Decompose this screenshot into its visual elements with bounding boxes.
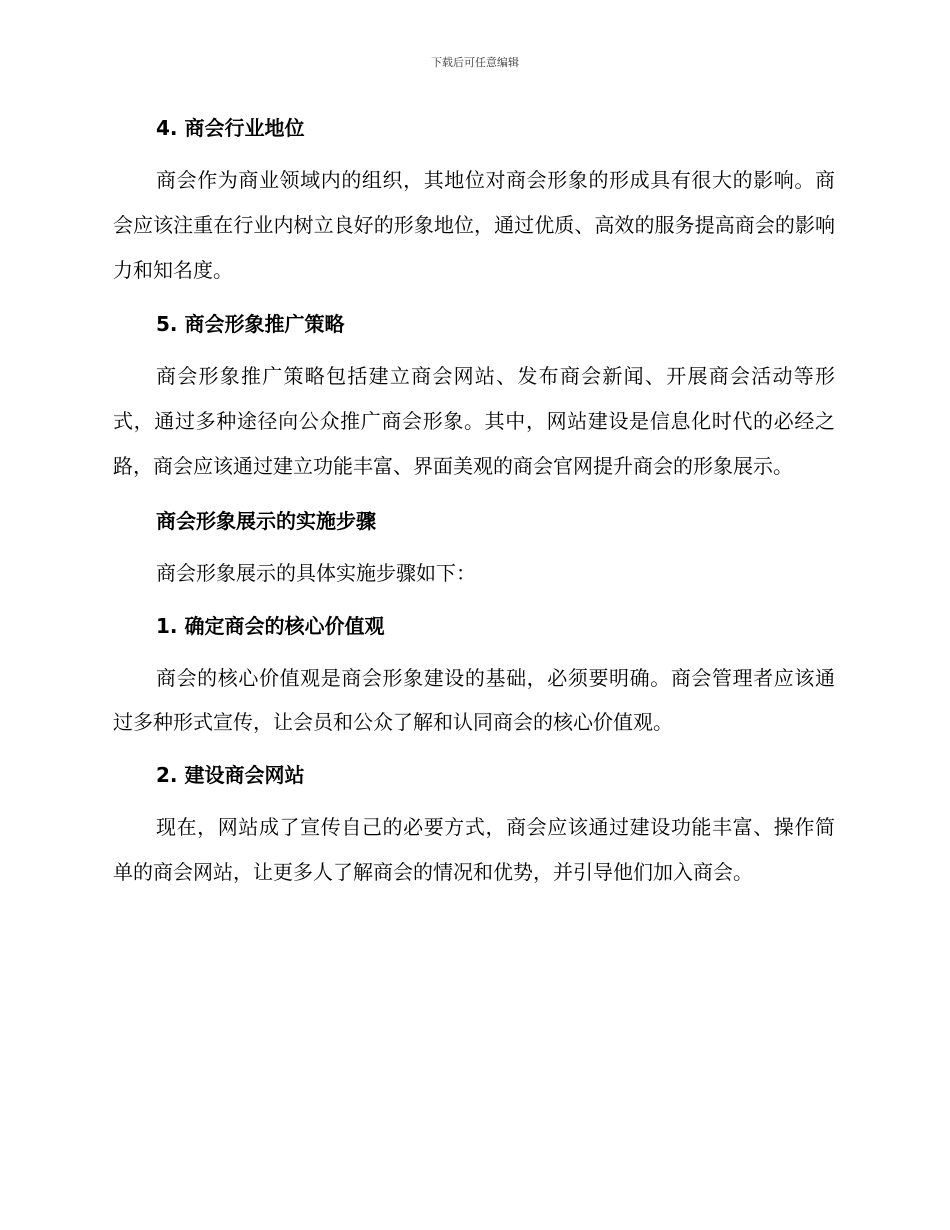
section-heading-industry-status: 4. 商会行业地位 [156,116,305,140]
section-paragraph-implementation-steps: 商会形象展示的具体实施步骤如下： [156,560,476,585]
section-paragraph-core-values: 商会的核心价值观是商会形象建设的基础，必须要明确。商会管理者应该通过多种形式宣传，让会员和公众了解和认同商会的核心价值观。 [113,665,835,735]
section-paragraph-build-website: 现在，网站成了宣传自己的必要方式，商会应该通过建设功能丰富、操作简单的商会网站，让更多人了解商会的情况和优势，并引导他们加入商会。 [113,815,835,884]
section-heading-promotion-strategy: 5. 商会形象推广策略 [156,312,345,337]
page-header: 下载后可任意编辑 [431,56,519,69]
section-heading-core-values: 1. 确定商会的核心价值观 [156,613,385,638]
section-heading-build-website: 2. 建设商会网站 [156,763,305,788]
section-paragraph-industry-status: 商会作为商业领域内的组织，其地位对商会形象的形成具有很大的影响。商会应该注重在行业内树立良好的形象地位，通过优质、高效的服务提高商会的影响力和知名度。 [113,168,835,282]
section-heading-implementation-steps: 商会形象展示的实施步骤 [156,508,376,533]
section-paragraph-promotion-strategy: 商会形象推广策略包括建立商会网站、发布商会新闻、开展商会活动等形式，通过多种途径向公众推广商会形象。其中，网站建设是信息化时代的必经之路，商会应该通过建立功能丰富、界面美观的商会官网提升商会的形象展示。 [113,364,835,478]
document-body [113,112,835,895]
